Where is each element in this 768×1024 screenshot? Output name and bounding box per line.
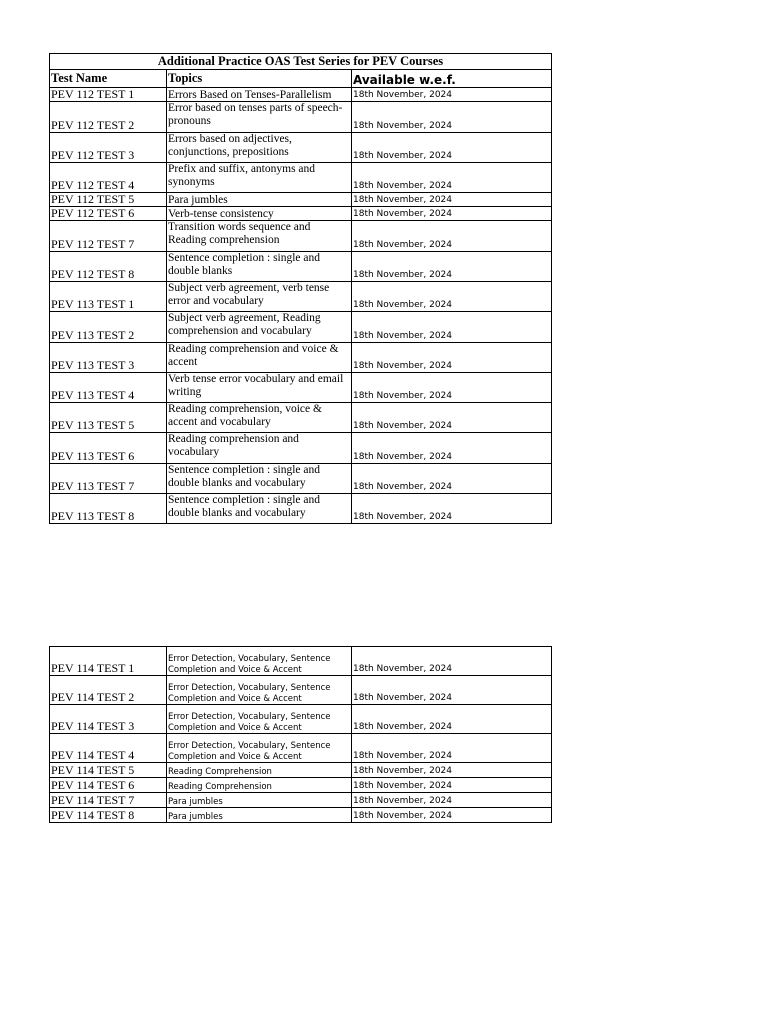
topic-cell: Sentence completion : single and double blanks and vocabulary — [167, 494, 352, 524]
pev114-test-table — [49, 646, 552, 823]
topic-cell: Sentence completion : single and double blanks — [167, 252, 352, 282]
test-name-cell: PEV 113 TEST 6 — [50, 433, 167, 464]
test-name-cell: PEV 112 TEST 3 — [50, 133, 167, 163]
test-name-cell: PEV 114 TEST 7 — [50, 793, 167, 808]
test-name-cell: PEV 114 TEST 6 — [50, 778, 167, 793]
topic-cell: Subject verb agreement, verb tense error and vocabulary — [167, 282, 352, 312]
topic-cell: Prefix and suffix, antonyms and synonyms — [167, 163, 352, 193]
test-name-cell: PEV 112 TEST 6 — [50, 207, 167, 221]
practice-test-table — [49, 53, 552, 524]
available-date-cell: 18th November, 2024 — [352, 494, 552, 524]
table-row — [50, 734, 552, 763]
available-date-cell: 18th November, 2024 — [352, 163, 552, 193]
test-name-cell: PEV 113 TEST 2 — [50, 312, 167, 343]
header-topics: Topics — [167, 70, 352, 88]
table-row — [50, 343, 552, 373]
available-date-cell: 18th November, 2024 — [352, 312, 552, 343]
table-row — [50, 808, 552, 823]
available-date-cell: 18th November, 2024 — [352, 282, 552, 312]
table-row — [50, 403, 552, 433]
title-row — [50, 54, 552, 70]
test-name-cell: PEV 113 TEST 8 — [50, 494, 167, 524]
table-row — [50, 433, 552, 464]
table-row — [50, 778, 552, 793]
topic-cell: Subject verb agreement, Reading comprehension and vocabulary — [167, 312, 352, 343]
available-date-cell: 18th November, 2024 — [352, 252, 552, 282]
table-row — [50, 763, 552, 778]
available-date-cell: 18th November, 2024 — [352, 221, 552, 252]
available-date-cell: 18th November, 2024 — [352, 464, 552, 494]
table-row — [50, 494, 552, 524]
table-row — [50, 282, 552, 312]
available-date-cell: 18th November, 2024 — [352, 778, 552, 793]
topic-cell: Error based on tenses parts of speech-pronouns — [167, 102, 352, 133]
topic-cell: Para jumbles — [167, 808, 352, 823]
available-date-cell: 18th November, 2024 — [352, 705, 552, 734]
available-date-cell: 18th November, 2024 — [352, 102, 552, 133]
table-row — [50, 464, 552, 494]
topic-cell: Reading comprehension and voice & accent — [167, 343, 352, 373]
test-name-cell: PEV 114 TEST 2 — [50, 676, 167, 705]
available-date-cell: 18th November, 2024 — [352, 808, 552, 823]
topic-cell: Reading Comprehension — [167, 778, 352, 793]
test-name-cell: PEV 113 TEST 5 — [50, 403, 167, 433]
topic-cell: Errors based on adjectives, conjunctions, prepositions — [167, 133, 352, 163]
test-name-cell: PEV 112 TEST 8 — [50, 252, 167, 282]
available-date-cell: 18th November, 2024 — [352, 793, 552, 808]
table-row — [50, 793, 552, 808]
test-name-cell: PEV 113 TEST 1 — [50, 282, 167, 312]
topic-cell: Sentence completion : single and double blanks and vocabulary — [167, 464, 352, 494]
topic-cell: Para jumbles — [167, 193, 352, 207]
table-row — [50, 163, 552, 193]
topic-cell: Errors Based on Tenses-Parallelism — [167, 88, 352, 102]
available-date-cell: 18th November, 2024 — [352, 207, 552, 221]
test-name-cell: PEV 114 TEST 5 — [50, 763, 167, 778]
test-name-cell: PEV 113 TEST 4 — [50, 373, 167, 403]
available-date-cell: 18th November, 2024 — [352, 133, 552, 163]
topic-cell: Error Detection, Vocabulary, Sentence Completion and Voice & Accent — [167, 647, 352, 676]
topic-cell: Error Detection, Vocabulary, Sentence Completion and Voice & Accent — [167, 734, 352, 763]
test-name-cell: PEV 112 TEST 1 — [50, 88, 167, 102]
table-row — [50, 647, 552, 676]
topic-cell: Error Detection, Vocabulary, Sentence Completion and Voice & Accent — [167, 705, 352, 734]
header-row — [50, 70, 552, 88]
table-row — [50, 252, 552, 282]
table-row — [50, 312, 552, 343]
test-name-cell: PEV 113 TEST 3 — [50, 343, 167, 373]
test-name-cell: PEV 112 TEST 5 — [50, 193, 167, 207]
table-row — [50, 193, 552, 207]
available-date-cell: 18th November, 2024 — [352, 403, 552, 433]
table-row — [50, 221, 552, 252]
available-date-cell: 18th November, 2024 — [352, 763, 552, 778]
topic-cell: Reading comprehension, voice & accent and vocabulary — [167, 403, 352, 433]
topic-cell: Para jumbles — [167, 793, 352, 808]
test-name-cell: PEV 114 TEST 1 — [50, 647, 167, 676]
available-date-cell: 18th November, 2024 — [352, 373, 552, 403]
table-title: Additional Practice OAS Test Series for PEV Courses — [50, 54, 552, 70]
header-available: Available w.e.f. — [352, 70, 552, 88]
test-name-cell: PEV 112 TEST 7 — [50, 221, 167, 252]
table-row — [50, 676, 552, 705]
table-row — [50, 207, 552, 221]
test-name-cell: PEV 113 TEST 7 — [50, 464, 167, 494]
table-row — [50, 102, 552, 133]
header-test-name: Test Name — [50, 70, 167, 88]
available-date-cell: 18th November, 2024 — [352, 433, 552, 464]
topic-cell: Reading comprehension and vocabulary — [167, 433, 352, 464]
available-date-cell: 18th November, 2024 — [352, 734, 552, 763]
topic-cell: Error Detection, Vocabulary, Sentence Completion and Voice & Accent — [167, 676, 352, 705]
test-name-cell: PEV 114 TEST 8 — [50, 808, 167, 823]
table-row — [50, 133, 552, 163]
topic-cell: Reading Comprehension — [167, 763, 352, 778]
topic-cell: Verb tense error vocabulary and email writing — [167, 373, 352, 403]
test-name-cell: PEV 114 TEST 3 — [50, 705, 167, 734]
table-row — [50, 373, 552, 403]
table-row — [50, 705, 552, 734]
available-date-cell: 18th November, 2024 — [352, 647, 552, 676]
test-name-cell: PEV 114 TEST 4 — [50, 734, 167, 763]
topic-cell: Verb-tense consistency — [167, 207, 352, 221]
available-date-cell: 18th November, 2024 — [352, 343, 552, 373]
available-date-cell: 18th November, 2024 — [352, 193, 552, 207]
test-name-cell: PEV 112 TEST 2 — [50, 102, 167, 133]
topic-cell: Transition words sequence and Reading comprehension — [167, 221, 352, 252]
test-name-cell: PEV 112 TEST 4 — [50, 163, 167, 193]
available-date-cell: 18th November, 2024 — [352, 88, 552, 102]
available-date-cell: 18th November, 2024 — [352, 676, 552, 705]
table-row — [50, 88, 552, 102]
